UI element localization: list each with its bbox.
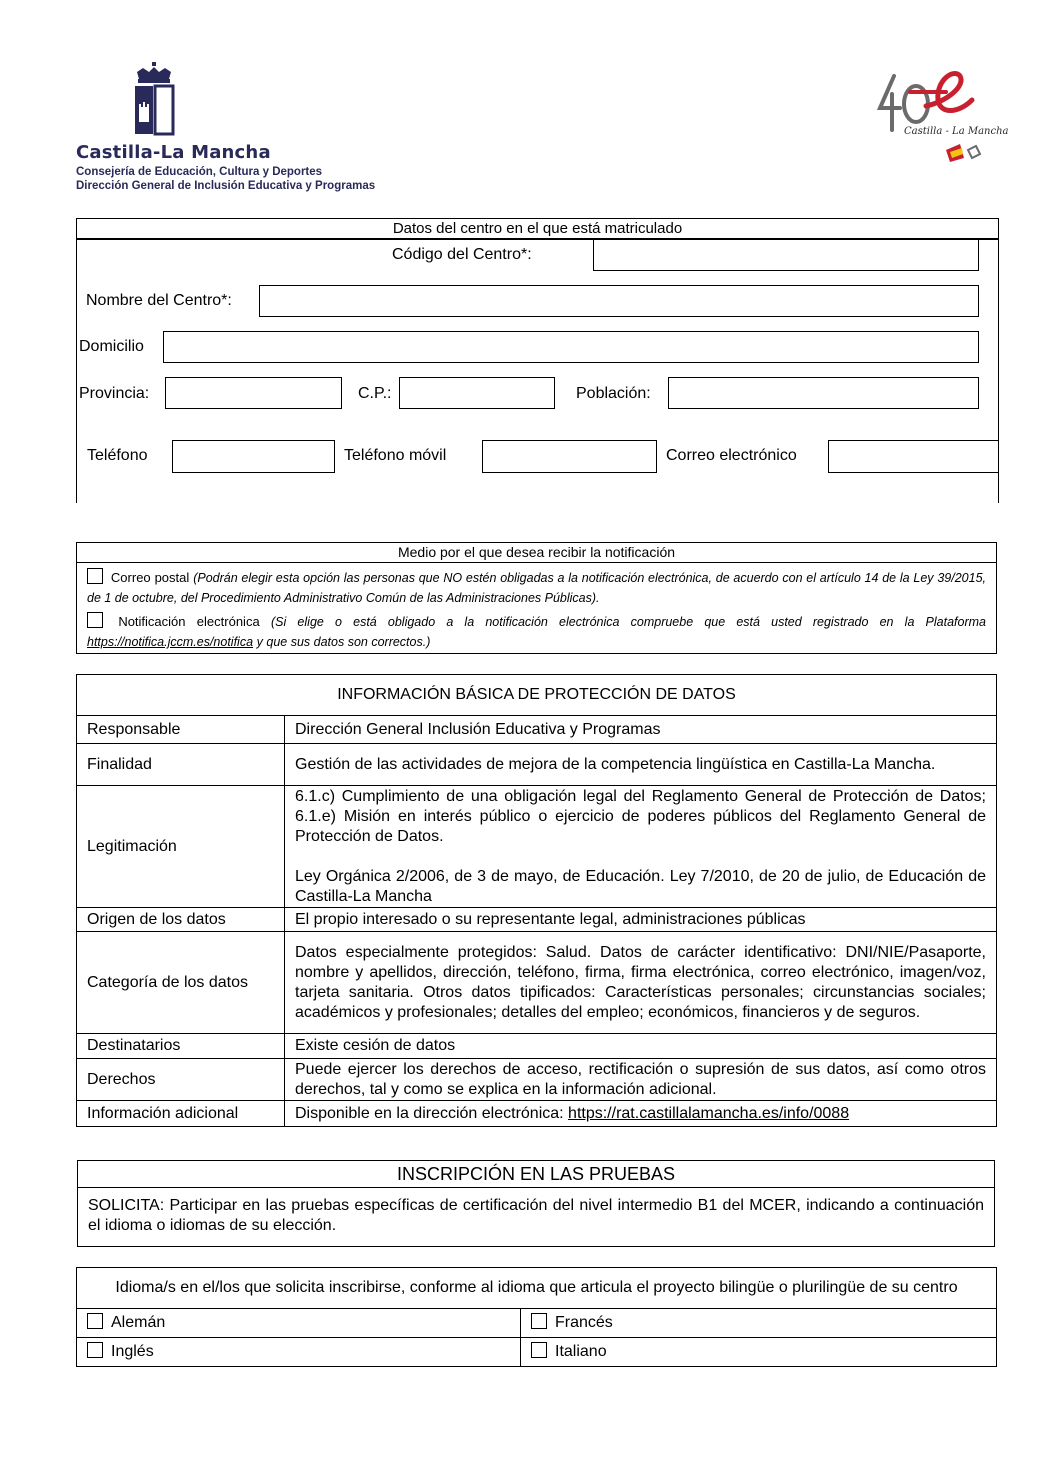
- notificacion-section: [76, 542, 997, 654]
- notificacion-electronica-note-end: y que sus datos son correctos.): [256, 635, 431, 649]
- row-label-finalidad: Finalidad: [77, 744, 285, 786]
- row-label-derechos: Derechos: [77, 1059, 285, 1101]
- direccion-general: Dirección General de Inclusión Educativa y Programas: [76, 180, 376, 192]
- org-name: Castilla-La Mancha: [76, 142, 271, 163]
- ingles-label: Inglés: [111, 1343, 154, 1360]
- centro-section-title: Datos del centro en el que está matriculado: [77, 219, 998, 240]
- correo-label: Correo electrónico: [666, 447, 797, 464]
- aleman-label: Alemán: [111, 1314, 166, 1331]
- inscripcion-title: INSCRIPCIÓN EN LAS PRUEBAS: [78, 1161, 994, 1188]
- cp-input[interactable]: [399, 377, 555, 409]
- idioma-option-aleman: [77, 1309, 521, 1338]
- row-value-info-adicional: [285, 1101, 997, 1127]
- frances-label: Francés: [555, 1314, 613, 1331]
- legitimacion-text-2: Ley Orgánica 2/2006, de 3 de mayo, de Educación. Ley 7/2010, de 20 de julio, de Educación de Castilla-La Mancha: [295, 867, 986, 905]
- row-label-responsable: Responsable: [77, 716, 285, 744]
- nombre-centro-label: Nombre del Centro*:: [86, 292, 232, 309]
- proteccion-datos-table: [76, 674, 997, 1127]
- notificacion-electronica-note: (Si elige o está obligado a la notificación electrónica compruebe que está usted registrado en la Plataforma: [271, 615, 986, 629]
- row-label-categoria: Categoría de los datos: [77, 932, 285, 1034]
- idioma-option-ingles: [77, 1338, 521, 1367]
- inscripcion-body: SOLICITA: Participar en las pruebas específicas de certificación del nivel intermedio B1 del MCER, indicando a continuación el idioma o idiomas de su elección.: [88, 1197, 984, 1234]
- notificacion-title: Medio por el que desea recibir la notificación: [77, 543, 996, 563]
- row-value-destinatarios: Existe cesión de datos: [285, 1034, 997, 1059]
- codigo-centro-label: Código del Centro*:: [392, 246, 532, 263]
- nombre-centro-input[interactable]: [259, 285, 979, 317]
- row-value-legitimacion: [285, 786, 997, 908]
- consejeria: Consejería de Educación, Cultura y Deportes: [76, 166, 323, 178]
- info-adicional-text: Disponible en la dirección electrónica:: [295, 1104, 564, 1122]
- crown-castle-icon: [133, 62, 175, 138]
- frances-checkbox[interactable]: [531, 1313, 547, 1329]
- proteccion-title: INFORMACIÓN BÁSICA DE PROTECCIÓN DE DATOS: [77, 675, 997, 716]
- poblacion-label: Población:: [576, 385, 651, 402]
- idioma-option-italiano: [521, 1338, 997, 1367]
- aleman-checkbox[interactable]: [87, 1313, 103, 1329]
- row-value-derechos: Puede ejercer los derechos de acceso, rectificación o supresión de sus datos, así como otros derechos, tal y como se explica en la información adicional.: [285, 1059, 997, 1101]
- poblacion-input[interactable]: [668, 377, 979, 409]
- notificacion-electronica-label: Notificación electrónica: [118, 614, 260, 629]
- logo-40-caption: Castilla - La Mancha: [904, 126, 1009, 137]
- idioma-option-frances: [521, 1309, 997, 1338]
- row-value-categoria: Datos especialmente protegidos: Salud. Datos de carácter identificativo: DNI/NIE/Pasaporte, nombre y apellidos, dirección, teléfono, firma, firma electrónica, correo electrónico, imagen/voz, tarjeta sanitaria. Otros datos tipificados: Características personales; circunstancias sociales; académicos y profesionales; detalles del empleo; económicos, financieros y de seguros.: [285, 932, 997, 1034]
- row-label-legitimacion: Legitimación: [77, 786, 285, 908]
- jccm-logo: [133, 62, 175, 138]
- legitimacion-text-1: 6.1.c) Cumplimiento de una obligación legal del Reglamento General de Protección de Datos; 6.1.e) Misión en interés público o ejercicio de poderes públicos del Reglamento General de Protección de Datos.: [295, 787, 986, 845]
- anniversary-40-icon: [876, 66, 1000, 170]
- row-value-responsable: Dirección General Inclusión Educativa y Programas: [285, 716, 997, 744]
- notificacion-electronica-option: [77, 610, 996, 654]
- correo-postal-option: [77, 563, 996, 610]
- ingles-checkbox[interactable]: [87, 1342, 103, 1358]
- notifica-link[interactable]: https://notifica.jccm.es/notifica: [87, 635, 254, 649]
- domicilio-label: Domicilio: [79, 338, 144, 355]
- correo-input[interactable]: [828, 440, 999, 473]
- provincia-input[interactable]: [165, 377, 342, 409]
- domicilio-input[interactable]: [163, 331, 979, 363]
- telefono-movil-label: Teléfono móvil: [344, 447, 447, 464]
- inscripcion-section: [77, 1160, 995, 1247]
- codigo-centro-input[interactable]: [593, 239, 979, 271]
- cp-label: C.P.:: [358, 385, 392, 402]
- row-label-origen: Origen de los datos: [77, 908, 285, 932]
- row-value-finalidad: Gestión de las actividades de mejora de la competencia lingüística en Castilla-La Mancha.: [285, 744, 997, 786]
- correo-postal-note: (Podrán elegir esta opción las personas que NO estén obligadas a la notificación electrónica, de acuerdo con el artículo 14 de la Ley 39/2015, de 1 de octubre, del Procedimiento Administrativo Común de las Administraciones Públicas).: [87, 571, 986, 605]
- telefono-label: Teléfono: [87, 447, 148, 464]
- idiomas-table: [76, 1267, 997, 1367]
- row-value-origen: El propio interesado o su representante legal, administraciones públicas: [285, 908, 997, 932]
- provincia-label: Provincia:: [79, 385, 150, 402]
- telefono-input[interactable]: [172, 440, 335, 473]
- row-label-info-adicional: Información adicional: [77, 1101, 285, 1127]
- rat-link[interactable]: https://rat.castillalamancha.es/info/0088: [568, 1104, 850, 1122]
- row-label-destinatarios: Destinatarios: [77, 1034, 285, 1059]
- idiomas-title: Idioma/s en el/los que solicita inscribirse, conforme al idioma que articula el proyecto bilingüe o plurilingüe de su centro: [77, 1268, 997, 1309]
- correo-postal-label: Correo postal: [110, 570, 190, 585]
- telefono-movil-input[interactable]: [482, 440, 657, 473]
- logo-40-aniversario: [876, 66, 1009, 170]
- notificacion-electronica-checkbox[interactable]: [87, 612, 103, 628]
- italiano-label: Italiano: [555, 1343, 607, 1360]
- italiano-checkbox[interactable]: [531, 1342, 547, 1358]
- correo-postal-checkbox[interactable]: [87, 568, 103, 584]
